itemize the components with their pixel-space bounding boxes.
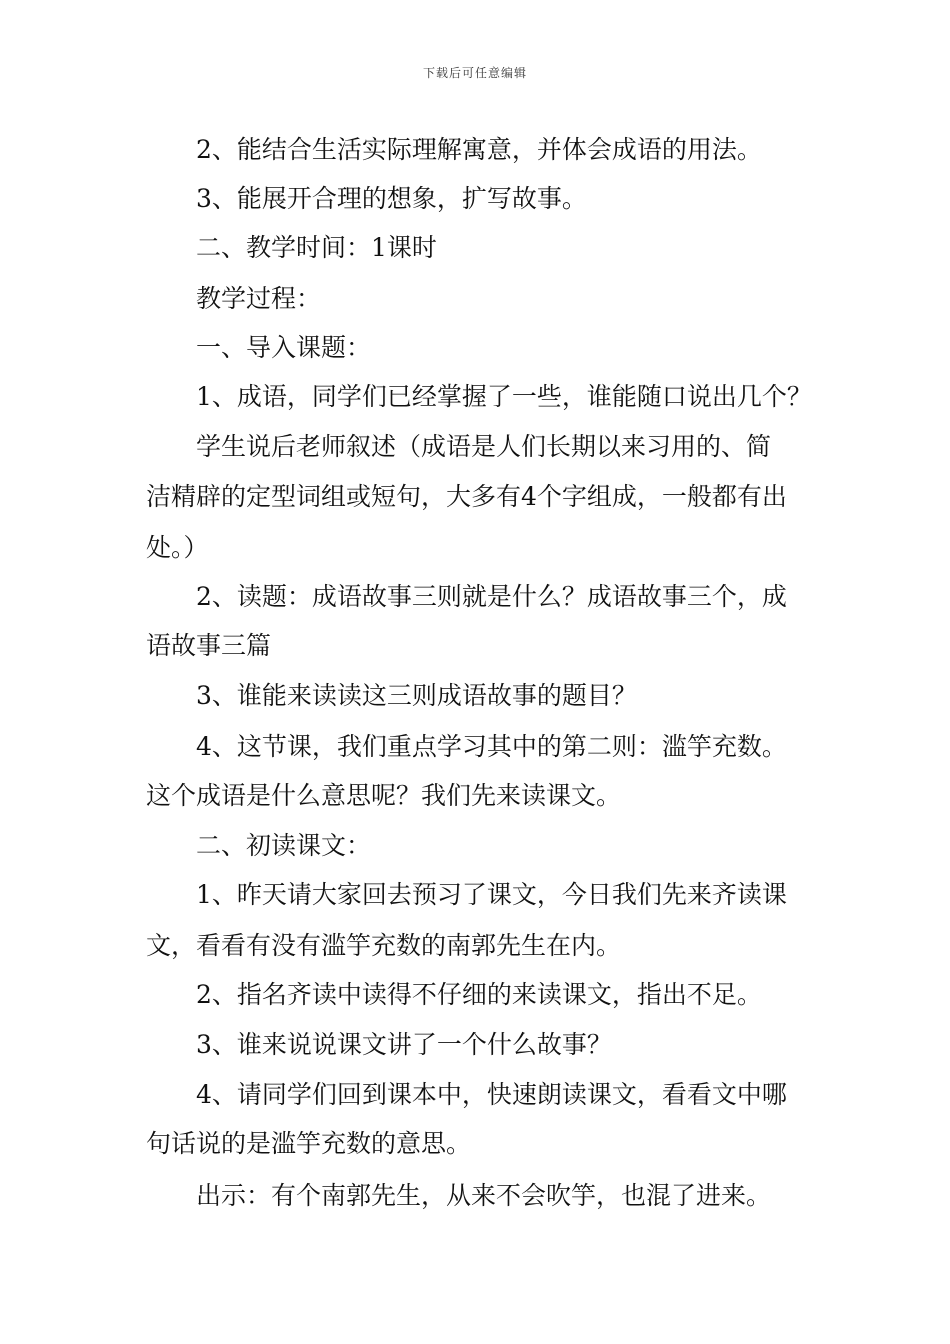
section-heading: 教学过程： <box>196 284 322 313</box>
paragraph-line: 这个成语是什么意思呢？我们先来读课文。 <box>146 781 622 810</box>
section-heading: 二、教学时间：1课时 <box>196 233 437 262</box>
paragraph-line: 1、成语，同学们已经掌握了一些，谁能随口说出几个？ <box>196 382 812 411</box>
paragraph-line: 处。） <box>146 533 209 562</box>
paragraph-line: 3、谁来说说课文讲了一个什么故事？ <box>196 1030 612 1059</box>
paragraph-line: 文，看看有没有滥竽充数的南郭先生在内。 <box>146 931 622 960</box>
paragraph-line: 2、指名齐读中读得不仔细的来读课文，指出不足。 <box>196 980 762 1009</box>
page-header: 下载后可任意编辑 <box>422 66 527 80</box>
paragraph-line: 语故事三篇 <box>146 631 272 660</box>
paragraph-line: 2、读题：成语故事三则就是什么？成语故事三个，成 <box>196 582 787 611</box>
paragraph-line: 学生说后老师叙述（成语是人们长期以来习用的、简 <box>196 432 772 461</box>
paragraph-line: 1、昨天请大家回去预习了课文，今日我们先来齐读课 <box>196 880 787 909</box>
paragraph-line: 出示：有个南郭先生，从来不会吹竽，也混了进来。 <box>196 1181 772 1210</box>
paragraph-line: 句话说的是滥竽充数的意思。 <box>146 1129 472 1158</box>
paragraph-line: 4、请同学们回到课本中，快速朗读课文，看看文中哪 <box>196 1080 787 1109</box>
paragraph-line: 4、这节课，我们重点学习其中的第二则：滥竽充数。 <box>196 732 787 761</box>
paragraph-line: 洁精辟的定型词组或短句，大多有4个字组成，一般都有出 <box>146 482 787 511</box>
section-heading: 二、初读课文： <box>196 831 372 860</box>
paragraph-line: 3、能展开合理的想象，扩写故事。 <box>196 184 587 213</box>
paragraph-line: 3、谁能来读读这三则成语故事的题目？ <box>196 681 637 710</box>
section-heading: 一、导入课题： <box>196 333 372 362</box>
paragraph-line: 2、能结合生活实际理解寓意，并体会成语的用法。 <box>196 135 762 164</box>
